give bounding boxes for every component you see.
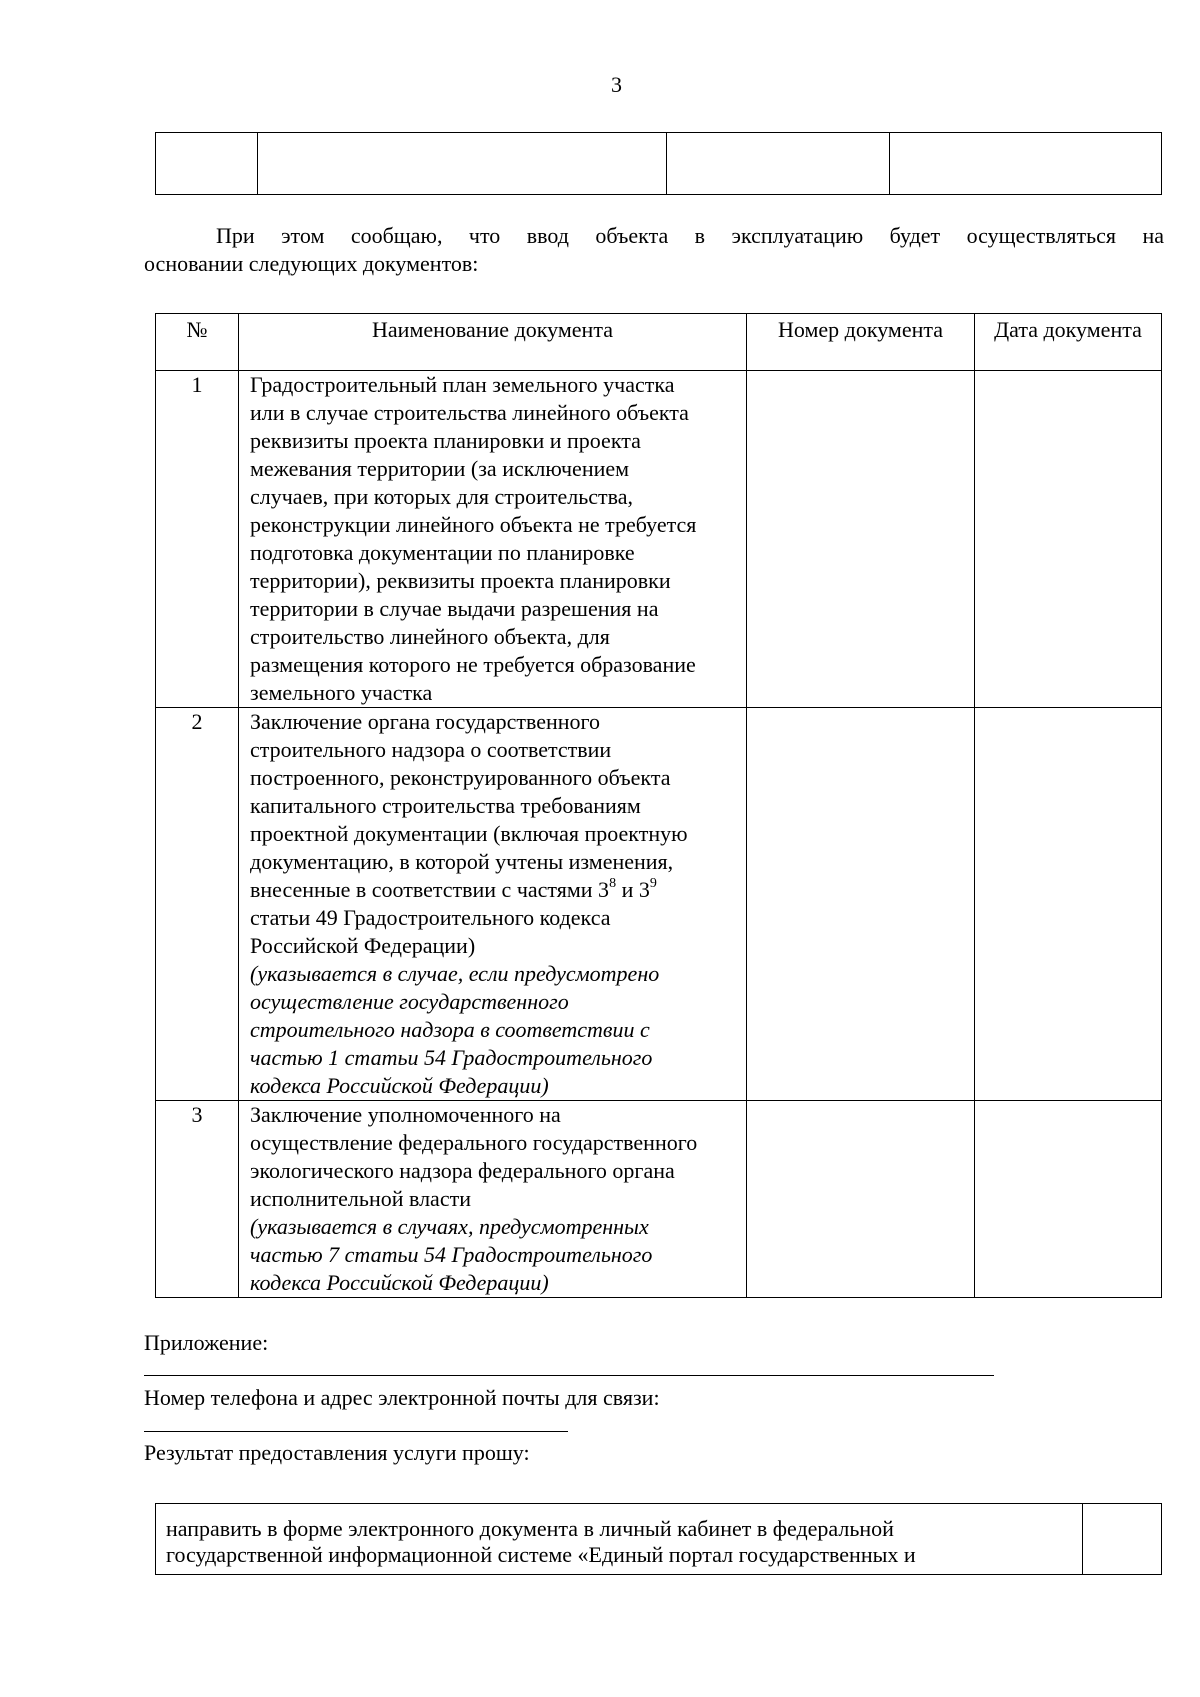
documents-table xyxy=(155,313,1162,1298)
row-date-cell xyxy=(975,371,1162,708)
row-number-cell xyxy=(747,371,975,708)
table-header-row xyxy=(156,314,1162,371)
contact-label: Номер телефона и адрес электронной почты для связи: xyxy=(144,1385,660,1410)
attachment-label: Приложение: xyxy=(144,1330,269,1355)
row-name xyxy=(239,371,747,708)
intro-paragraph xyxy=(144,222,1164,278)
row-text-line: реконструкции линейного объекта не требуется xyxy=(250,512,697,537)
sup-8: 8 xyxy=(609,875,617,891)
row-text-line: осуществление федерального государственного xyxy=(250,1130,698,1155)
table-cell xyxy=(156,133,258,195)
page-number: 3 xyxy=(611,72,622,97)
table-cell xyxy=(667,133,890,195)
row-italic-line: осуществление государственного xyxy=(250,989,569,1014)
row-name xyxy=(239,708,747,1101)
row-text-line: случаев, при которых для строительства, xyxy=(250,484,634,509)
attachment-underline xyxy=(144,1375,994,1376)
row-num: 1 xyxy=(156,371,239,708)
row-text-line: земельного участка xyxy=(250,680,433,705)
row-text-line: территории в случае выдачи разрешения на xyxy=(250,596,659,621)
sup-line-before: внесенные в соответствии с частями 3 xyxy=(250,877,610,902)
row-text-line: капитального строительства требованиям xyxy=(250,793,641,818)
row-text-line: экологического надзора федерального органа xyxy=(250,1158,675,1183)
row-text-line: исполнительной власти xyxy=(250,1186,471,1211)
row-text-line: территории), реквизиты проекта планировки xyxy=(250,568,671,593)
intro-line-1: При этом сообщаю, что ввод объекта в эксплуатацию будет осуществляться на xyxy=(216,223,1164,248)
continued-table xyxy=(155,132,1162,195)
header-name: Наименование документа xyxy=(239,314,747,371)
table-row xyxy=(156,1101,1162,1298)
row-italic-line: (указывается в случае, если предусмотрено xyxy=(250,961,660,986)
row-text-line: построенного, реконструированного объекта xyxy=(250,765,671,790)
table-cell xyxy=(258,133,667,195)
header-date: Дата документа xyxy=(975,314,1162,371)
table-row xyxy=(156,708,1162,1101)
row-number-cell xyxy=(747,1101,975,1298)
result-option-line-2: государственной информационной системе «Единый портал государственных и xyxy=(166,1542,916,1567)
row-name xyxy=(239,1101,747,1298)
row-text-line: размещения которого не требуется образование xyxy=(250,652,696,677)
header-number: Номер документа xyxy=(747,314,975,371)
result-option-text xyxy=(156,1504,1083,1575)
row-date-cell xyxy=(975,1101,1162,1298)
row-text-line-with-sup xyxy=(250,876,738,904)
row-num: 3 xyxy=(156,1101,239,1298)
result-options-table xyxy=(155,1503,1162,1575)
row-italic-line: кодекса Российской Федерации) xyxy=(250,1270,549,1295)
row-text-line: Заключение уполномоченного на xyxy=(250,1102,561,1127)
row-number-cell xyxy=(747,708,975,1101)
result-option-row xyxy=(156,1504,1162,1575)
table-cell xyxy=(890,133,1162,195)
row-text-line: Заключение органа государственного xyxy=(250,709,601,734)
row-text-line: строительство линейного объекта, для xyxy=(250,624,610,649)
header-num: № xyxy=(156,314,239,371)
row-text-line: статьи 49 Градостроительного кодекса xyxy=(250,905,611,930)
row-text-line: Градостроительный план земельного участка xyxy=(250,372,675,397)
row-text-line: или в случае строительства линейного объекта xyxy=(250,400,689,425)
row-italic-line: частью 1 статьи 54 Градостроительного xyxy=(250,1045,653,1070)
row-text-line: межевания территории (за исключением xyxy=(250,456,630,481)
row-italic-line: кодекса Российской Федерации) xyxy=(250,1073,549,1098)
row-text-line: документацию, в которой учтены изменения, xyxy=(250,849,674,874)
row-text-line: проектной документации (включая проектную xyxy=(250,821,688,846)
table-row xyxy=(156,371,1162,708)
row-italic-line: частью 7 статьи 54 Градостроительного xyxy=(250,1242,653,1267)
intro-line-2: основании следующих документов: xyxy=(144,251,479,276)
contact-underline xyxy=(144,1431,568,1432)
row-italic-line: строительного надзора в соответствии с xyxy=(250,1017,650,1042)
result-option-checkbox[interactable] xyxy=(1083,1504,1162,1575)
row-text-line: строительного надзора о соответствии xyxy=(250,737,612,762)
row-num: 2 xyxy=(156,708,239,1101)
row-date-cell xyxy=(975,708,1162,1101)
sup-9: 9 xyxy=(649,875,657,891)
sup-line-middle: и 3 xyxy=(616,877,650,902)
result-option-line-1: направить в форме электронного документа в личный кабинет в федеральной xyxy=(166,1516,894,1541)
row-italic-line: (указывается в случаях, предусмотренных xyxy=(250,1214,649,1239)
table-row xyxy=(156,133,1162,195)
row-text-line: подготовка документации по планировке xyxy=(250,540,635,565)
row-text-line: Российской Федерации) xyxy=(250,933,476,958)
row-text-line: реквизиты проекта планировки и проекта xyxy=(250,428,641,453)
result-label: Результат предоставления услуги прошу: xyxy=(144,1440,530,1465)
